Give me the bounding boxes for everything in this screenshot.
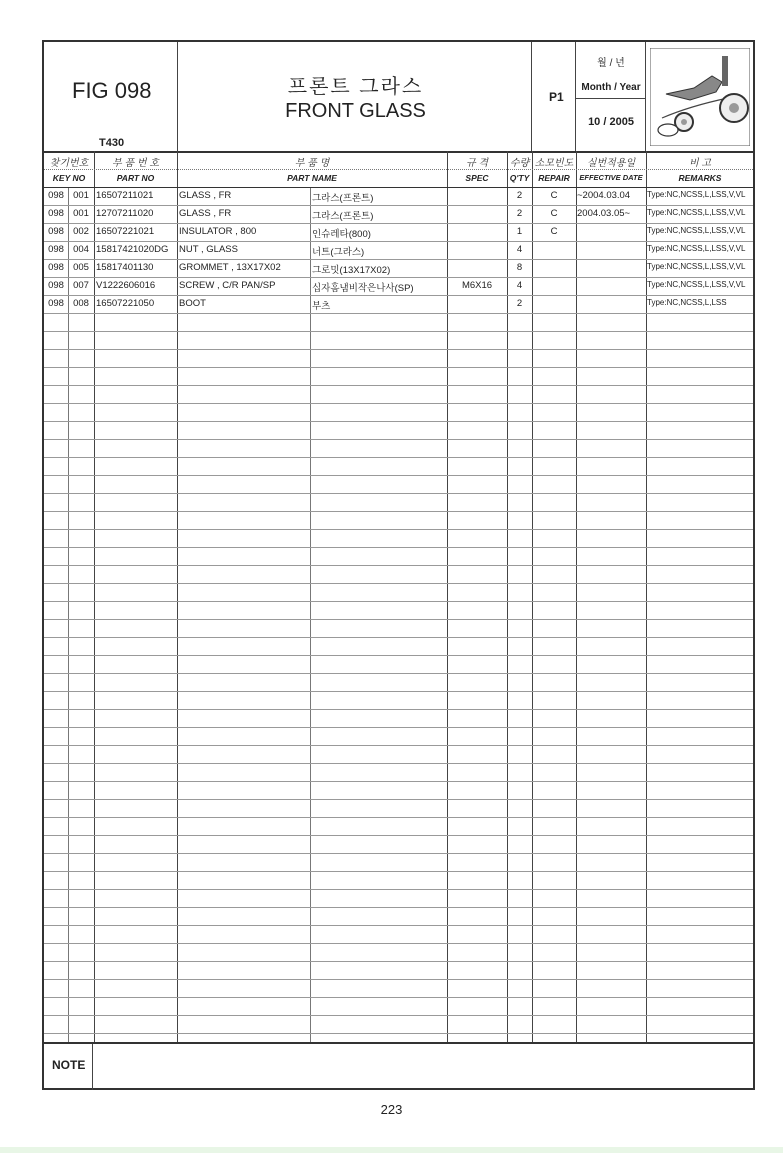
- row-repair: C: [550, 190, 558, 201]
- col-rem-en: REMARKS: [678, 173, 722, 183]
- month-year-label-kr: 월 / 년: [597, 58, 625, 69]
- month-year-value: 10 / 2005: [588, 116, 634, 128]
- row-part: 15817421020DG: [96, 244, 169, 255]
- row-key: 004: [73, 244, 89, 255]
- row-name_kr: 그라스(프론트): [312, 193, 374, 204]
- row-fig: 098: [48, 208, 64, 219]
- note-area: [44, 1042, 753, 1090]
- col-eff-en: EFFECTIVE DATE: [579, 173, 643, 182]
- row-qty: 2: [516, 190, 523, 201]
- row-fig: 098: [48, 280, 64, 291]
- row-qty: 1: [516, 226, 523, 237]
- parts-sheet: [42, 40, 755, 1090]
- row-remarks: Type:NC,NCSS,L,LSS,V,VL: [647, 280, 746, 289]
- row-remarks: Type:NC,NCSS,L,LSS,V,VL: [647, 226, 746, 235]
- col-spec-kr: 규 격: [465, 158, 489, 169]
- row-name_kr: 인슈레타(800): [312, 229, 371, 240]
- month-year-label-en: Month / Year: [581, 82, 641, 93]
- row-qty: 2: [516, 298, 523, 309]
- row-qty: 4: [516, 244, 523, 255]
- row-name_kr: 너트(그라스): [312, 247, 365, 258]
- col-repair-kr: 소모빈도: [534, 158, 574, 169]
- bottom-strip: [0, 1147, 783, 1153]
- row-fig: 098: [48, 298, 64, 309]
- title-korean: 프론트 그라스: [287, 76, 424, 98]
- row-fig: 098: [48, 190, 64, 201]
- row-date: 2004.03.05~: [577, 208, 631, 219]
- col-qty-en: Q'TY: [509, 173, 530, 183]
- col-spec-en: SPEC: [465, 173, 489, 183]
- row-fig: 098: [48, 226, 64, 237]
- row-name_en: GROMMET , 13X17X02: [179, 262, 281, 273]
- row-name_en: INSULATOR , 800: [179, 226, 257, 237]
- row-part: 15817401130: [96, 262, 154, 273]
- row-fig: 098: [48, 262, 64, 273]
- row-fig: 098: [48, 244, 64, 255]
- col-name-kr: 부 품 명: [294, 158, 330, 169]
- page-code: P1: [549, 90, 564, 104]
- col-key-en: KEY NO: [52, 173, 86, 183]
- row-part: V1222606016: [96, 280, 156, 291]
- figure-number: FIG 098: [72, 78, 152, 103]
- row-key: 001: [73, 208, 89, 219]
- row-name_en: NUT , GLASS: [179, 244, 238, 255]
- row-remarks: Type:NC,NCSS,L,LSS,V,VL: [647, 190, 746, 199]
- col-eff-kr: 실번적용일: [586, 158, 636, 169]
- row-part: 16507221021: [96, 226, 155, 237]
- row-name_en: BOOT: [179, 298, 206, 309]
- tractor-icon: [650, 48, 750, 146]
- row-part: 16507221050: [96, 298, 155, 309]
- col-rem-kr: 비 고: [688, 158, 712, 169]
- col-name-en: PART NAME: [287, 173, 337, 183]
- page-number: 223: [380, 1102, 403, 1117]
- col-repair-en: REPAIR: [538, 173, 570, 183]
- row-remarks: Type:NC,NCSS,L,LSS: [647, 298, 727, 307]
- row-name_kr: 부츠: [312, 301, 331, 312]
- col-part-en: PART NO: [116, 173, 155, 183]
- row-part: 12707211020: [96, 208, 154, 219]
- row-key: 002: [73, 226, 89, 237]
- row-repair: C: [550, 226, 558, 237]
- row-repair: C: [550, 208, 558, 219]
- row-name_en: GLASS , FR: [179, 190, 232, 201]
- row-remarks: Type:NC,NCSS,L,LSS,V,VL: [647, 244, 746, 253]
- row-qty: 8: [516, 262, 523, 273]
- row-name_kr: 그로밋(13X17X02): [312, 265, 391, 276]
- col-qty-kr: 수량: [509, 158, 530, 169]
- col-key-kr: 찾기번호: [49, 158, 89, 169]
- row-date: ~2004.03.04: [577, 190, 631, 201]
- row-key: 005: [73, 262, 89, 273]
- col-part-kr: 부 품 번 호: [112, 158, 159, 169]
- model-name: T430: [99, 137, 125, 149]
- row-qty: 2: [516, 208, 523, 219]
- row-key: 007: [73, 280, 89, 291]
- row-name_kr: 그라스(프론트): [312, 211, 374, 222]
- row-remarks: Type:NC,NCSS,L,LSS,V,VL: [647, 208, 746, 217]
- note-label: NOTE: [52, 1058, 86, 1072]
- row-key: 001: [73, 190, 89, 201]
- row-qty: 4: [516, 280, 523, 291]
- row-name_en: GLASS , FR: [179, 208, 232, 219]
- title-english: FRONT GLASS: [285, 100, 426, 122]
- row-part: 16507211021: [96, 190, 154, 201]
- row-remarks: Type:NC,NCSS,L,LSS,V,VL: [647, 262, 746, 271]
- row-key: 008: [73, 298, 89, 309]
- row-name_kr: 십자홈냄비작은나사(SP): [312, 283, 414, 294]
- row-name_en: SCREW , C/R PAN/SP: [179, 280, 276, 291]
- row-spec: M6X16: [461, 280, 493, 291]
